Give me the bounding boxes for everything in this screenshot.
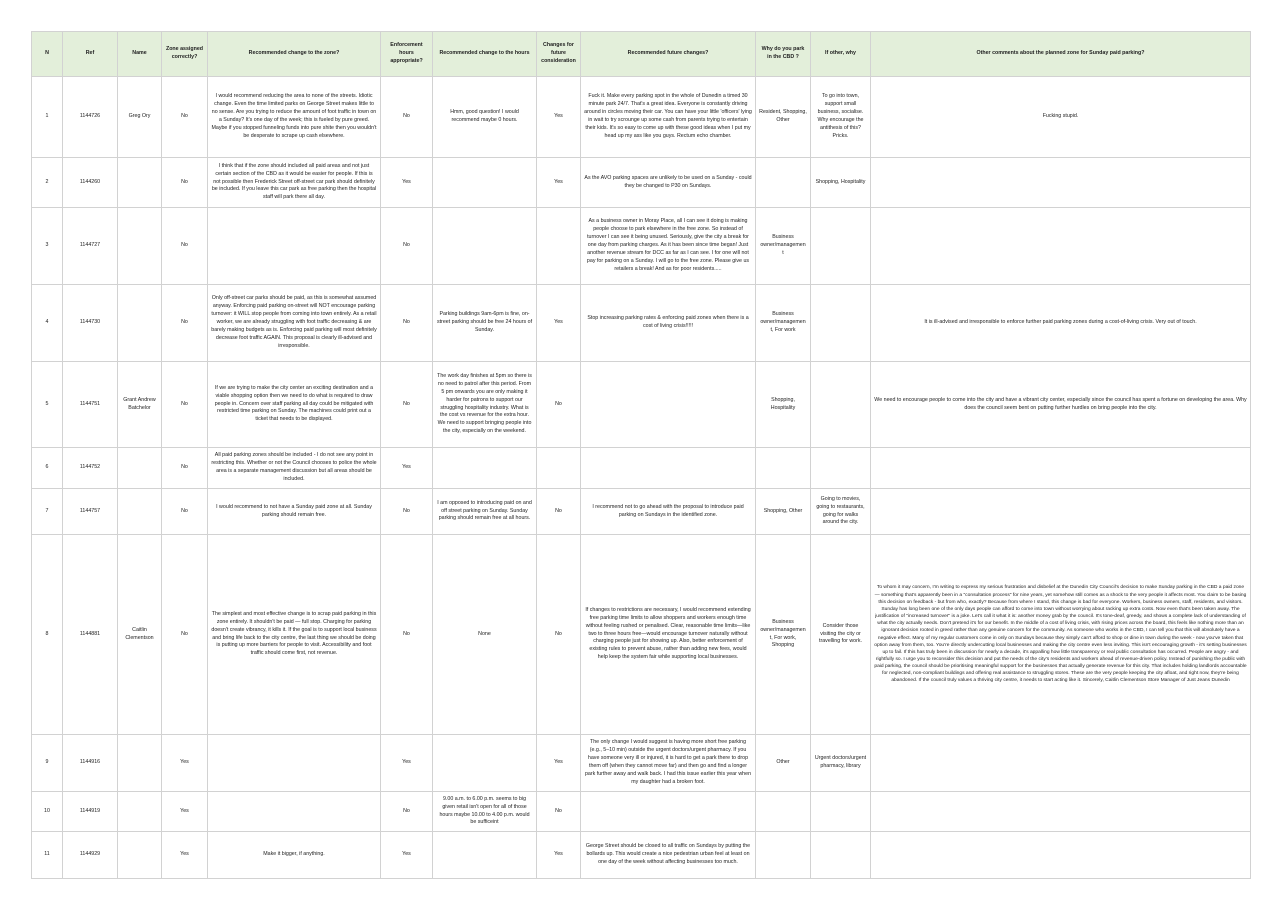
cell-hours-change: 9.00 a.m. to 6.00 p.m. seems to big given retail isn't open for all of those hours maybe 10.00 to 4.00 p.m. would be sufficeint bbox=[433, 792, 537, 832]
cell-hours-change bbox=[433, 735, 537, 792]
table-row bbox=[32, 285, 1251, 362]
cell-future-change: I recommend not to go ahead with the proposal to introduce paid parking on Sundays in the identified zone. bbox=[581, 489, 756, 535]
cell-name bbox=[118, 832, 162, 879]
cell-why-park bbox=[756, 448, 811, 489]
cell-why-park: Business owner/managemen t bbox=[756, 208, 811, 285]
cell-zone-change: Make it bigger, if anything. bbox=[208, 832, 381, 879]
table-row bbox=[32, 77, 1251, 158]
cell-why-park: Business owner/managemen t, For work bbox=[756, 285, 811, 362]
cell-hours-ok: No bbox=[381, 535, 433, 735]
cell-zone-correct: Yes bbox=[162, 792, 208, 832]
cell-n: 10 bbox=[32, 792, 63, 832]
cell-why-park: Other bbox=[756, 735, 811, 792]
cell-ref: 1144752 bbox=[63, 448, 118, 489]
cell-future-change: As the AVO parking spaces are unlikely to be used on a Sunday - could they be changed to P30 on Sundays. bbox=[581, 158, 756, 208]
cell-other-why bbox=[811, 832, 871, 879]
cell-ref: 1144727 bbox=[63, 208, 118, 285]
cell-n: 8 bbox=[32, 535, 63, 735]
cell-future-change bbox=[581, 448, 756, 489]
cell-n: 1 bbox=[32, 77, 63, 158]
cell-hours-change: Hmm, good question! I would recommend maybe 0 hours. bbox=[433, 77, 537, 158]
cell-n: 5 bbox=[32, 362, 63, 448]
table-row bbox=[32, 362, 1251, 448]
cell-zone-correct: Yes bbox=[162, 832, 208, 879]
cell-zone-change: I would recommend reducing the area to none of the streets. Idiotic change. Even the time limited parks on George Street makes little to no sense. Are you trying to reduce the amount of foot traffic in town on a Sunday? It's one day of the week; this is fueled by pure greed. Maybe if you stopped funneling funds into pure shite then you wouldn't be desperate to scrape up cash elsewhere. bbox=[208, 77, 381, 158]
cell-hours-ok: No bbox=[381, 285, 433, 362]
cell-comments: We need to encourage people to come into the city and have a vibrant city center, especially since the council has spent a fortune on developing the area. Why does the council seem bent on putting further hurdles on bring people into the city. bbox=[871, 362, 1251, 448]
cell-comments: To whom it may concern, I'm writing to express my serious frustration and disbelief at the Dunedin City Council's decision to make Sunday parking in the CBD a paid zone — something that's apparently been in a "consultation process" for nine years, yet somehow still comes as a shock to the very people it affects most. You claim to be basing this decision on feedback - but from who, exactly? Because from where I stand, this change is bad for everyone. Workers, business owners, staff, residents, and visitors. Sunday has long been one of the only days people can afford to come into town without worrying about racking up extra costs. Now even that's been taken away. The justification of "increased turnover" is a joke. Let's call it what it is: another money grab by the council. It's tone-deaf, greedy, and shows a complete lack of understanding of what the city actually needs. Don't pretend it's for our benefit. In the middle of a cost of living crisis, with rising prices across the board, this feels like nothing more than an ignorant decision rooted in greed rather than any genuine concern for the community. As someone who works in the CBD, I can tell you that this will absolutely have a negative effect. Many of my regular customers come in only on Sundays because they simply can't afford to shop or dine in town during the week - now you've taken that option away from them, too. You're directly undercutting local businesses and making the city centre even less inviting. This isn't encouraging growth - it's setting businesses up to fail. If this has truly been in discussion for nearly a decade, it's appalling how little transparency or real public consultation has occurred. People are angry - and rightfully so. I urge you to reconsider this decision and put the needs of the city's residents and workers ahead of revenue-driven policy. Instead of punishing the public with paid parking, the council should be prioritising meaningful support for the businesses that actually generate revenue for this city. That includes holding landlords accountable for neglected, non-compliant buildings and offering real assistance to struggling stores. These are the very people keeping the city afloat, and right now, they're being abandoned. If the council truly values a thriving city centre, it needs to start acting like it. Sincerely, Caitlin Clementson Store Manager of Just Jeans Dunedin bbox=[871, 535, 1251, 735]
cell-comments bbox=[871, 792, 1251, 832]
cell-hours-ok: No bbox=[381, 792, 433, 832]
cell-why-park: Business owner/managemen t, For work, Shopping bbox=[756, 535, 811, 735]
cell-comments bbox=[871, 208, 1251, 285]
cell-name bbox=[118, 735, 162, 792]
header-n: N bbox=[32, 32, 63, 77]
cell-zone-change: If we are trying to make the city center an exciting destination and a viable shopping option then we need to do what is required to draw people in. Concern over staff parking all day could be mitigated with restricted time parking on Sunday. The machines could print out a ticket that needs to be displayed. bbox=[208, 362, 381, 448]
cell-future: No bbox=[537, 362, 581, 448]
cell-other-why bbox=[811, 285, 871, 362]
cell-name: Greg Ory bbox=[118, 77, 162, 158]
cell-ref: 1144916 bbox=[63, 735, 118, 792]
header-future-consideration: Changes for future consideration bbox=[537, 32, 581, 77]
cell-ref: 1144919 bbox=[63, 792, 118, 832]
header-future-changes: Recommended future changes? bbox=[581, 32, 756, 77]
cell-hours-change bbox=[433, 208, 537, 285]
cell-ref: 1144726 bbox=[63, 77, 118, 158]
cell-zone-correct: No bbox=[162, 77, 208, 158]
cell-hours-ok: No bbox=[381, 489, 433, 535]
cell-future-change bbox=[581, 792, 756, 832]
cell-name bbox=[118, 489, 162, 535]
cell-ref: 1144260 bbox=[63, 158, 118, 208]
header-row bbox=[32, 32, 1251, 77]
cell-name: Caitlin Clementson bbox=[118, 535, 162, 735]
cell-zone-correct: No bbox=[162, 448, 208, 489]
cell-future bbox=[537, 208, 581, 285]
cell-zone-correct: No bbox=[162, 362, 208, 448]
cell-hours-change: The work day finishes at 5pm so there is no need to patrol after this period. From 5 pm onwards you are only making it harder for patrons to support our struggling hospitality industry. What is the cost vs revenue for the extra hour. We need to support bringing people into the city, especially on the weekend. bbox=[433, 362, 537, 448]
cell-comments bbox=[871, 158, 1251, 208]
table-row bbox=[32, 158, 1251, 208]
cell-why-park bbox=[756, 832, 811, 879]
cell-other-why bbox=[811, 208, 871, 285]
cell-comments: It is ill-advised and irresponsible to enforce further paid parking zones during a cost-of-living crisis. Very out of touch. bbox=[871, 285, 1251, 362]
cell-ref: 1144751 bbox=[63, 362, 118, 448]
cell-ref: 1144730 bbox=[63, 285, 118, 362]
cell-name bbox=[118, 158, 162, 208]
cell-comments bbox=[871, 448, 1251, 489]
cell-comments: Fucking stupid. bbox=[871, 77, 1251, 158]
table-row bbox=[32, 832, 1251, 879]
cell-comments bbox=[871, 489, 1251, 535]
cell-future: No bbox=[537, 489, 581, 535]
cell-hours-change bbox=[433, 448, 537, 489]
cell-zone-change: The simplest and most effective change is to scrap paid parking in this zone entirely. It shouldn't be paid — full stop. Charging for parking doesn't create vibrancy, it kills it. If the goal is to support local business and bring life back to the city centre, the last thing we should be doing is putting up more barriers for people to visit. Accessibility and foot traffic should come first, not revenue. bbox=[208, 535, 381, 735]
cell-name: Grant Andrew Batchelor bbox=[118, 362, 162, 448]
table-row bbox=[32, 735, 1251, 792]
cell-hours-change: I am opposed to introducing paid on and off street parking on Sunday. Sunday parking should remain free at all hours. bbox=[433, 489, 537, 535]
cell-n: 3 bbox=[32, 208, 63, 285]
cell-ref: 1144757 bbox=[63, 489, 118, 535]
cell-future-change: George Street should be closed to all traffic on Sundays by putting the bollards up. This would create a nice pedestrian urban feel at least on one day of the week without affecting businesses too much. bbox=[581, 832, 756, 879]
cell-hours-ok: No bbox=[381, 208, 433, 285]
cell-other-why: Urgent doctors/urgent pharmacy, library bbox=[811, 735, 871, 792]
cell-future: Yes bbox=[537, 735, 581, 792]
cell-future-change: Stop increasing parking rates & enforcing paid zones when there is a cost of living crisis!!!!! bbox=[581, 285, 756, 362]
cell-other-why: Consider those visiting the city or travelling for work. bbox=[811, 535, 871, 735]
cell-why-park: Shopping, Other bbox=[756, 489, 811, 535]
cell-name bbox=[118, 792, 162, 832]
cell-n: 7 bbox=[32, 489, 63, 535]
cell-future-change: If changes to restrictions are necessary, I would recommend extending free parking time limits to allow shoppers and workers enough time without feeling rushed or penalised. Clear, reasonable time limits—like two to three hours free—would encourage turnover naturally without charging people just for showing up. Also, better enforcement of existing rules to prevent abuse, rather than adding new fees, would help keep the system fair while supporting local businesses. bbox=[581, 535, 756, 735]
cell-zone-correct: No bbox=[162, 208, 208, 285]
header-comments: Other comments about the planned zone for Sunday paid parking? bbox=[871, 32, 1251, 77]
cell-future: Yes bbox=[537, 832, 581, 879]
cell-future: Yes bbox=[537, 285, 581, 362]
header-other-why: If other, why bbox=[811, 32, 871, 77]
cell-comments bbox=[871, 832, 1251, 879]
header-zone-assigned: Zone assigned correctly? bbox=[162, 32, 208, 77]
cell-ref: 1144929 bbox=[63, 832, 118, 879]
cell-n: 11 bbox=[32, 832, 63, 879]
cell-why-park: Shopping, Hospitality bbox=[756, 362, 811, 448]
cell-hours-change bbox=[433, 832, 537, 879]
cell-zone-change: I think that if the zone should included all paid areas and not just certain section of the CBD as it would be easier for people. If this is not possible then Frederick Street off-street car park should definitely be included. If you leave this car park as free parking then the hospital staff will park there all day. bbox=[208, 158, 381, 208]
header-zone-change: Recommended change to the zone? bbox=[208, 32, 381, 77]
cell-n: 9 bbox=[32, 735, 63, 792]
cell-name bbox=[118, 448, 162, 489]
cell-zone-correct: No bbox=[162, 489, 208, 535]
table-row bbox=[32, 489, 1251, 535]
table-row bbox=[32, 448, 1251, 489]
cell-zone-change bbox=[208, 208, 381, 285]
cell-zone-correct: No bbox=[162, 285, 208, 362]
cell-other-why bbox=[811, 362, 871, 448]
cell-zone-correct: No bbox=[162, 158, 208, 208]
cell-zone-correct: No bbox=[162, 535, 208, 735]
cell-future: Yes bbox=[537, 158, 581, 208]
cell-future: Yes bbox=[537, 77, 581, 158]
cell-other-why bbox=[811, 792, 871, 832]
cell-why-park bbox=[756, 158, 811, 208]
cell-other-why: To go into town, support small business, socialise. Why encourage the antithesis of this? Pricks. bbox=[811, 77, 871, 158]
cell-future-change: As a business owner in Moray Place, all I can see it doing is making people choose to park elsewhere in the free zone. So instead of turnover I can see it being unused. Seriously, give the city a break for one day from parking charges. As it has been since time began! Just another revenue stream for DCC as far as I can see. I for one will not pay for parking on a Sunday. I will go to the free zone. Please give us retailers a break! And as for poor residents..... bbox=[581, 208, 756, 285]
cell-comments bbox=[871, 735, 1251, 792]
cell-future-change bbox=[581, 362, 756, 448]
cell-n: 4 bbox=[32, 285, 63, 362]
cell-hours-change: None bbox=[433, 535, 537, 735]
table-row bbox=[32, 208, 1251, 285]
cell-why-park bbox=[756, 792, 811, 832]
feedback-table bbox=[31, 31, 1251, 879]
cell-name bbox=[118, 208, 162, 285]
cell-hours-ok: Yes bbox=[381, 448, 433, 489]
cell-name bbox=[118, 285, 162, 362]
cell-zone-correct: Yes bbox=[162, 735, 208, 792]
cell-hours-change: Parking buildings 9am-6pm is fine, on-street parking should be free 24 hours of Sunday. bbox=[433, 285, 537, 362]
cell-n: 2 bbox=[32, 158, 63, 208]
cell-future: No bbox=[537, 535, 581, 735]
header-why-park: Why do you park in the CBD ? bbox=[756, 32, 811, 77]
cell-future-change: The only change I would suggest is having more short free parking (e.g., 5–10 min) outside the urgent doctors/urgent pharmacy. If you have someone very ill or injured, it is hard to get a park there to drop them off (when they cannot move far) and then go and find a longer park further away and walk back. I had this issue earlier this year when my daughter had a broken foot. bbox=[581, 735, 756, 792]
cell-zone-change bbox=[208, 792, 381, 832]
header-ref: Ref bbox=[63, 32, 118, 77]
cell-hours-ok: Yes bbox=[381, 735, 433, 792]
cell-hours-ok: Yes bbox=[381, 832, 433, 879]
header-hours-appropriate: Enforcement hours appropriate? bbox=[381, 32, 433, 77]
cell-other-why bbox=[811, 448, 871, 489]
cell-other-why: Going to movies, going to restaurants, going for walks around the city. bbox=[811, 489, 871, 535]
header-hours-change: Recommended change to the hours bbox=[433, 32, 537, 77]
table-row bbox=[32, 792, 1251, 832]
cell-zone-change: All paid parking zones should be included - I do not see any point in restricting this. Whether or not the Council chooses to police the whole area is a separate management discussion but all areas should be included. bbox=[208, 448, 381, 489]
cell-zone-change bbox=[208, 735, 381, 792]
cell-zone-change: I would recommend to not have a Sunday paid zone at all. Sunday parking should remain free. bbox=[208, 489, 381, 535]
cell-zone-change: Only off-street car parks should be paid, as this is somewhat assumed anyway. Enforcing paid parking on-street will NOT encourage parking turnover: it WILL stop people from coming into town entirely. As a retail worker, we are already struggling with foot traffic decreasing & are barely making budgets as is. Enforcing paid parking will most definitely decrease foot traffic AGAIN. This proposal is clearly ill-advised and irresponsible. bbox=[208, 285, 381, 362]
cell-why-park: Resident, Shopping, Other bbox=[756, 77, 811, 158]
cell-n: 6 bbox=[32, 448, 63, 489]
cell-ref: 1144881 bbox=[63, 535, 118, 735]
cell-future bbox=[537, 448, 581, 489]
cell-hours-ok: No bbox=[381, 362, 433, 448]
cell-other-why: Shopping, Hospitality bbox=[811, 158, 871, 208]
cell-future-change: Fuck it. Make every parking spot in the whole of Dunedin a timed 30 minute park 24/7. That's a great idea. Everyone is constantly driving around in circles moving their car. You can have your little 'officers' lying in wait to try scrounge up some cash from parents trying to entertain their kids. It's so easy to come up with these good ideas when I put my head up my ass like you guys. Rectum echo chamber. bbox=[581, 77, 756, 158]
cell-future: No bbox=[537, 792, 581, 832]
cell-hours-change bbox=[433, 158, 537, 208]
header-name: Name bbox=[118, 32, 162, 77]
cell-hours-ok: Yes bbox=[381, 158, 433, 208]
cell-hours-ok: No bbox=[381, 77, 433, 158]
table-row bbox=[32, 535, 1251, 735]
